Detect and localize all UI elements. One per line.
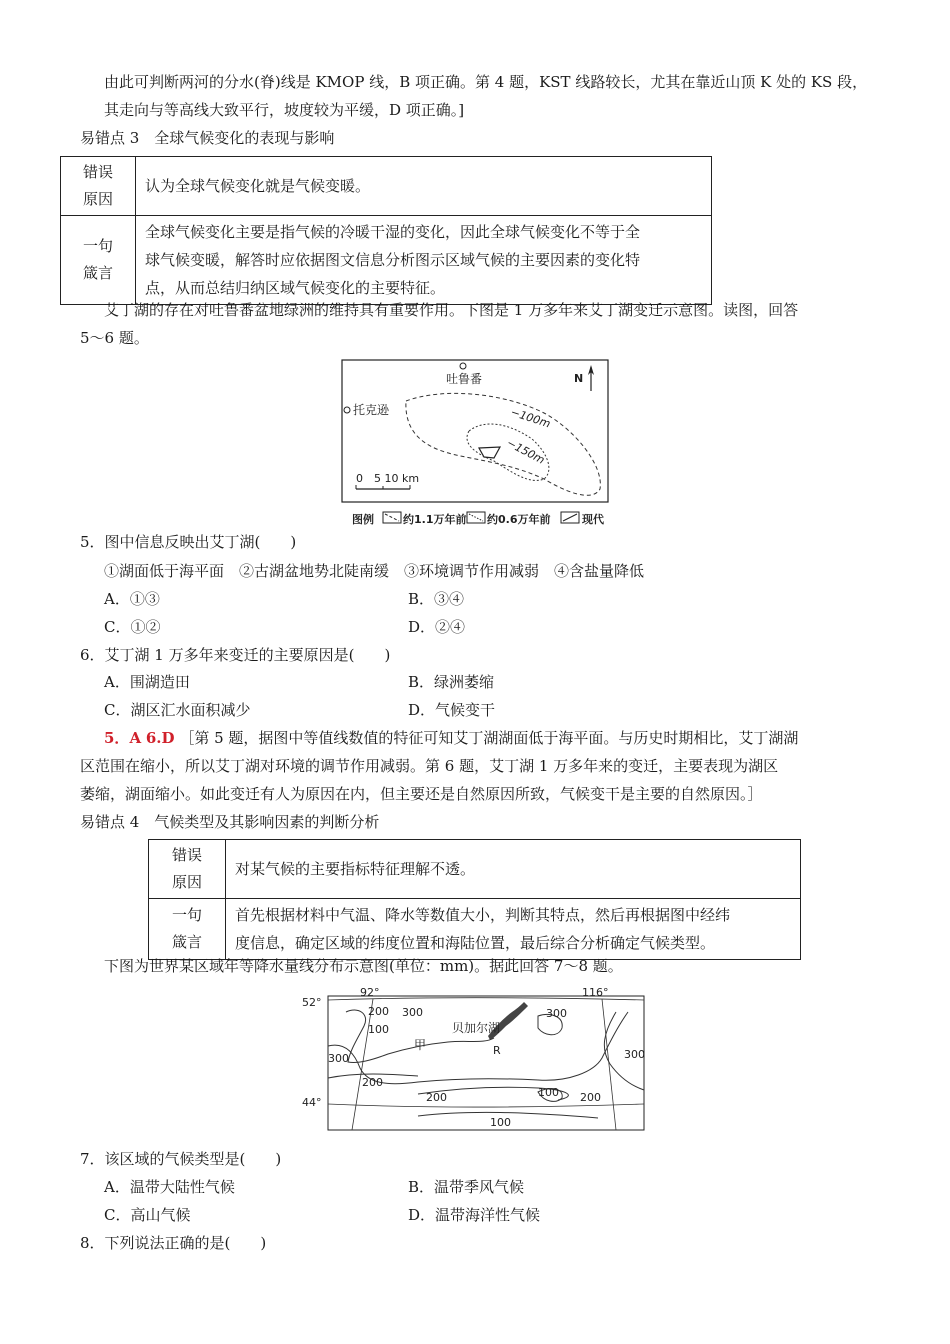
q7-option-c[interactable]: C．高山气候 bbox=[104, 1206, 191, 1224]
legend-swatch-6k bbox=[467, 512, 485, 523]
turpan-marker bbox=[460, 363, 466, 369]
passage-2: 下图为世界某区域年等降水量线分布示意图(单位：mm)。据此回答 7～8 题。 bbox=[104, 957, 623, 975]
value-300-label: 300 bbox=[402, 1006, 423, 1019]
answer-5-letter: A bbox=[129, 729, 142, 747]
q7-stem: 7．该区域的气候类型是( ) bbox=[80, 1150, 282, 1168]
passage-1-line-2: 5～6 题。 bbox=[80, 329, 149, 347]
value-200-label: 200 bbox=[426, 1091, 447, 1104]
q5-option-b[interactable]: B．③④ bbox=[408, 590, 465, 608]
q7-option-a[interactable]: A．温带大陆性气候 bbox=[104, 1178, 235, 1196]
scale-label: 0 5 10 km bbox=[356, 472, 420, 485]
value-200-label: 200 bbox=[580, 1091, 601, 1104]
parallel-44 bbox=[328, 1104, 644, 1107]
value-300-label: 300 bbox=[624, 1048, 645, 1061]
q6-stem: 6．艾丁湖 1 万多年来变迁的主要原因是( ) bbox=[80, 646, 391, 664]
err-text: 认为全球气候变化就是气候变暖。 bbox=[136, 157, 712, 216]
err-header: 错误 原因 bbox=[61, 157, 136, 216]
meridian-92 bbox=[352, 999, 373, 1130]
turpan-label: 吐鲁番 bbox=[446, 372, 483, 386]
q6-option-a[interactable]: A．围湖造田 bbox=[104, 673, 190, 691]
q6-option-d[interactable]: D．气候变干 bbox=[408, 701, 496, 719]
value-300-label: 300 bbox=[546, 1007, 567, 1020]
legend-label-6k: 约0.6万年前 bbox=[487, 513, 551, 526]
toksun-label: 托克逊 bbox=[353, 403, 390, 417]
lake-boundary-11k bbox=[406, 393, 600, 495]
err-header: 错误 原因 bbox=[149, 840, 226, 899]
value-100-label: 100 bbox=[368, 1023, 389, 1036]
baikal-label: 贝加尔湖 bbox=[452, 1021, 501, 1035]
err-text: 对某气候的主要指标特征理解不透。 bbox=[226, 840, 801, 899]
aiding-lake-map bbox=[334, 357, 616, 529]
q5-option-c[interactable]: C．①② bbox=[104, 618, 161, 636]
tip-text: 首先根据材料中气温、降水等数值大小，判断其特点，然后再根据图中经纬 度信息，确定区域的纬度位置和海陆位置，最后综合分析确定气候类型。 bbox=[226, 899, 801, 960]
q8-stem: 8．下列说法正确的是( ) bbox=[80, 1234, 267, 1252]
tip-header: 一句 箴言 bbox=[61, 216, 136, 305]
value-200-label: 200 bbox=[368, 1005, 389, 1018]
section-3-title: 易错点 3 全球气候变化的表现与影响 bbox=[80, 129, 335, 147]
meridian-116 bbox=[602, 999, 616, 1130]
jia-label: 甲 bbox=[414, 1038, 427, 1052]
precipitation-map bbox=[298, 982, 654, 1136]
lon-92-label: 92° bbox=[360, 986, 380, 999]
contour-150-label: −150m bbox=[504, 436, 547, 467]
lat-44-label: 44° bbox=[302, 1096, 322, 1109]
section-4-title: 易错点 4 气候类型及其影响因素的判断分析 bbox=[80, 813, 380, 831]
legend-title: 图例 bbox=[352, 513, 374, 526]
lake-modern bbox=[479, 447, 500, 458]
answer-5-number: 5． bbox=[104, 729, 130, 747]
tip-header: 一句 箴言 bbox=[149, 899, 226, 960]
answer-5-6-text-1: ［第 5 题，据图中等值线数值的特征可知艾丁湖湖面低于海平面。与历史时期相比，艾丁湖湖 bbox=[179, 729, 799, 747]
legend-label-11k: 约1.1万年前 bbox=[403, 513, 467, 526]
q5-stem: 5．图中信息反映出艾丁湖( ) bbox=[80, 533, 297, 551]
answer-5-6-line-3: 萎缩，湖面缩小。如此变迁有人为原因在内，但主要还是自然原因所致，气候变干是主要的自然原因。］ bbox=[80, 785, 763, 803]
contour-100-label: −100m bbox=[509, 405, 553, 431]
toksun-marker bbox=[344, 407, 350, 413]
tip-table-4 bbox=[148, 839, 801, 960]
q6-option-c[interactable]: C．湖区汇水面积减少 bbox=[104, 701, 251, 719]
value-200-label: 200 bbox=[362, 1076, 383, 1089]
lat-52-label: 52° bbox=[302, 996, 322, 1009]
answer-6-letter: D bbox=[161, 729, 175, 747]
lon-116-label: 116° bbox=[582, 986, 609, 999]
legend-label-modern: 现代 bbox=[582, 513, 604, 526]
intro-line-2: 其走向与等高线大致平行，坡度较为平缓，D 项正确。] bbox=[104, 101, 465, 119]
q6-option-b[interactable]: B．绿洲萎缩 bbox=[408, 673, 495, 691]
value-300-label: 300 bbox=[328, 1052, 349, 1065]
q5-option-a[interactable]: A．①③ bbox=[104, 590, 160, 608]
passage-1-line-1: 艾丁湖的存在对吐鲁番盆地绿洲的维持具有重要作用。下图是 1 万多年来艾丁湖变迁示意图。读图，回答 bbox=[104, 301, 799, 319]
q7-option-d[interactable]: D．温带海洋性气候 bbox=[408, 1206, 541, 1224]
q7-option-b[interactable]: B．温带季风气候 bbox=[408, 1178, 525, 1196]
intro-line-1: 由此可判断两河的分水(脊)线是 KMOP 线，B 项正确。第 4 题，KST 线路较长，尤其在靠近山顶 K 处的 KS 段， bbox=[104, 73, 868, 91]
north-label: N bbox=[574, 372, 584, 385]
r-label: R bbox=[493, 1044, 501, 1057]
answer-6-number: 6. bbox=[145, 729, 162, 747]
q5-option-d[interactable]: D．②④ bbox=[408, 618, 466, 636]
q5-items: ①湖面低于海平面 ②古湖盆地势北陡南缓 ③环境调节作用减弱 ④含盐量降低 bbox=[104, 562, 645, 580]
answer-5-6-line-1 bbox=[104, 728, 798, 748]
tip-table-3 bbox=[60, 156, 712, 305]
answer-5-6-line-2: 区范围在缩小，所以艾丁湖对环境的调节作用减弱。第 6 题，艾丁湖 1 万多年来的变迁，主要表现为湖区 bbox=[80, 757, 779, 775]
value-100-label: 100 bbox=[538, 1086, 559, 1099]
tip-text: 全球气候变化主要是指气候的冷暖干湿的变化，因此全球气候变化不等于全 球气候变暖，解答时应依据图文信息分析图示区域气候的主要因素的变化特 点，从而总结归纳区域气候变化的主要特征。 bbox=[136, 216, 712, 305]
value-100-label: 100 bbox=[490, 1116, 511, 1129]
